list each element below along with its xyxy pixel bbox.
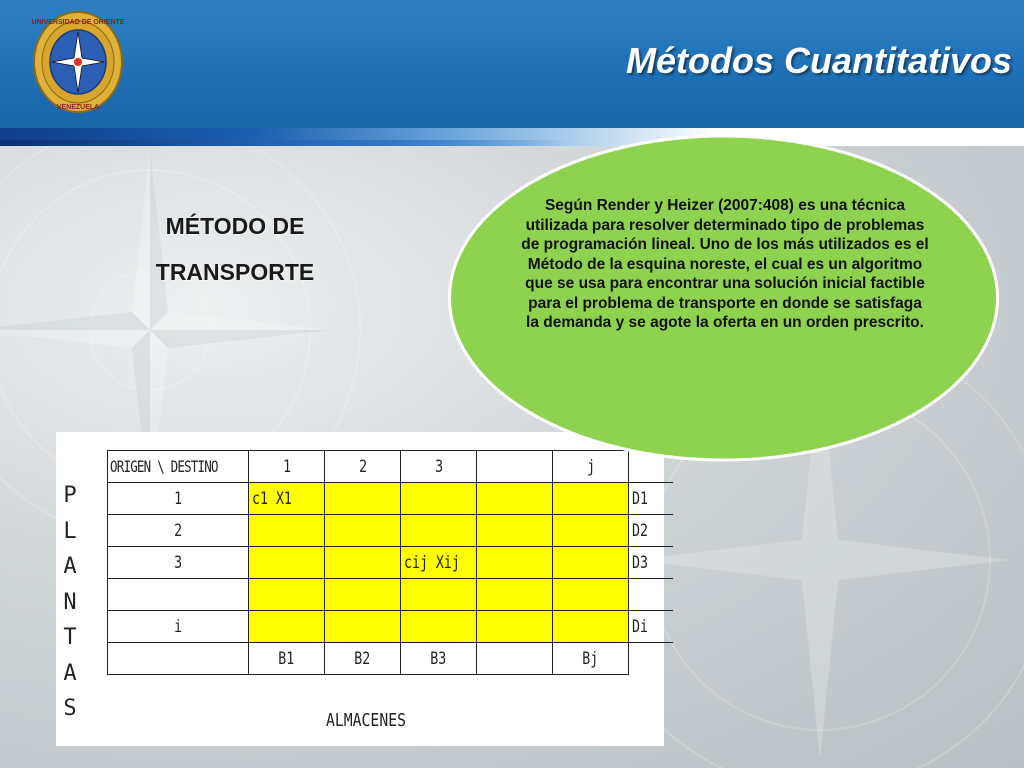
table-row-label: 3 xyxy=(108,547,249,579)
transport-table xyxy=(107,450,673,675)
table-row xyxy=(108,515,673,547)
table-cell: c1 X1 xyxy=(249,483,325,515)
table-supply-cell xyxy=(629,579,673,611)
table-row-label: 2 xyxy=(108,515,249,547)
table-cell xyxy=(477,483,553,515)
table-cell xyxy=(325,515,401,547)
table-row-label: 1 xyxy=(108,483,249,515)
svg-text:UNIVERSIDAD DE ORIENTE: UNIVERSIDAD DE ORIENTE xyxy=(32,19,124,26)
plantas-vertical-label xyxy=(62,478,78,727)
table-demand-cell: B1 xyxy=(249,643,325,675)
table-cell xyxy=(249,547,325,579)
table-cell xyxy=(553,611,629,643)
table-cell xyxy=(325,579,401,611)
table-cell xyxy=(401,611,477,643)
table-cell xyxy=(401,579,477,611)
table-demand-cell: B2 xyxy=(325,643,401,675)
table-cell xyxy=(553,579,629,611)
table-header-cell: ORIGEN \ DESTINO xyxy=(108,451,249,483)
table-cell xyxy=(249,515,325,547)
definition-text: Según Render y Heizer (2007:408) es una técnica utilizada para resolver determinado tipo de problemas de programación lineal. Uno de los más utilizados es el Método de la esquina noreste, el cual es un algoritmo que se usa para encontrar una solución inicial factible para el problema de transporte en donde se satisfaga la demanda y se agote la oferta en un orden prescrito. xyxy=(521,197,929,331)
plantas-letter: A xyxy=(63,554,77,579)
method-heading xyxy=(120,203,350,295)
table-row xyxy=(108,483,673,515)
table-supply-cell: D2 xyxy=(629,515,673,547)
plantas-letter: A xyxy=(63,660,77,686)
table-cell xyxy=(401,515,477,547)
table-row-label: i xyxy=(108,611,249,643)
table-cell xyxy=(477,611,553,643)
table-supply-cell: D1 xyxy=(629,483,673,515)
svg-text:VENEZUELA: VENEZUELA xyxy=(56,104,100,111)
table-row xyxy=(108,611,673,643)
plantas-letter: P xyxy=(63,483,77,508)
table-supply-cell: Di xyxy=(629,611,673,643)
almacenes-label: ALMACENES xyxy=(326,710,406,731)
table-cell xyxy=(477,515,553,547)
plantas-letter: S xyxy=(63,696,77,721)
university-seal-logo xyxy=(32,10,124,114)
table-cell xyxy=(249,611,325,643)
plantas-letter: T xyxy=(63,625,77,650)
table-row xyxy=(108,547,673,579)
plantas-letter: N xyxy=(63,589,77,615)
table-footer-cell xyxy=(629,643,673,675)
table-cell xyxy=(325,483,401,515)
table-cell xyxy=(325,547,401,579)
table-row xyxy=(108,579,673,611)
table-cell xyxy=(477,579,553,611)
table-cell xyxy=(477,547,553,579)
table-cell xyxy=(325,611,401,643)
table-demand-cell: Bj xyxy=(553,643,629,675)
method-heading-line2: TRANSPORTE xyxy=(155,259,315,285)
table-cell xyxy=(553,483,629,515)
table-cell xyxy=(249,579,325,611)
plantas-letter: L xyxy=(63,518,77,544)
slide-title: Métodos Cuantitativos xyxy=(625,40,1012,81)
table-header-cell: 2 xyxy=(325,451,401,483)
table-cell xyxy=(553,547,629,579)
table-header-cell: 1 xyxy=(249,451,325,483)
table-footer-cell xyxy=(108,643,249,675)
method-heading-line1: MÉTODO DE xyxy=(165,213,305,239)
table-cell: cij Xij xyxy=(401,547,477,579)
table-demand-cell xyxy=(477,643,553,675)
table-demand-cell: B3 xyxy=(401,643,477,675)
table-header-cell: j xyxy=(553,451,629,483)
table-header-cell: 3 xyxy=(401,451,477,483)
table-footer-row xyxy=(108,643,673,675)
table-supply-cell: D3 xyxy=(629,547,673,579)
table-cell xyxy=(401,483,477,515)
table-row-label xyxy=(108,579,249,611)
table-cell xyxy=(553,515,629,547)
